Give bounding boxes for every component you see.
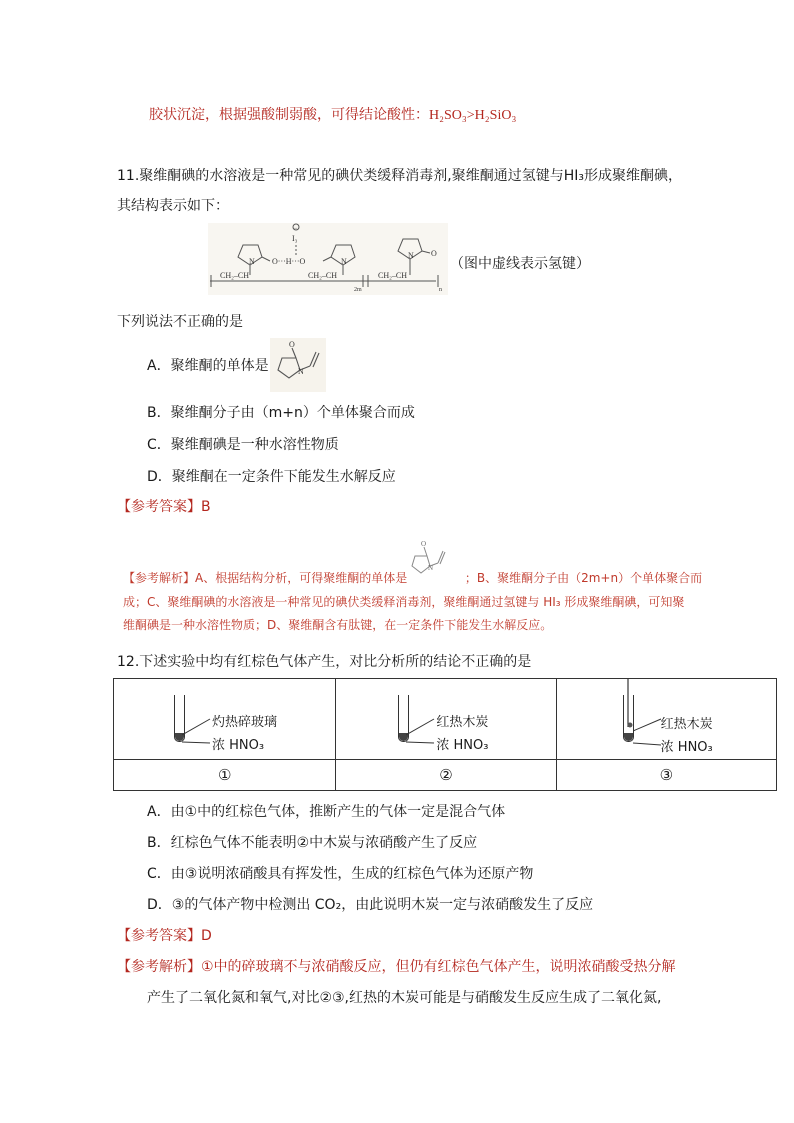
experiment-number-3: ③ <box>556 760 776 791</box>
ring3-n-label: N <box>408 251 414 260</box>
q12-analysis-line2: 产生了二氧化氮和氧气,对比②③,红热的木炭可能是与硝酸发生反应生成了二氧化氮, <box>147 990 662 1006</box>
q11-analysis-line2: 成；C、聚维酮碘的水溶液是一种常见的碘伏类缓释消毒剂，聚维酮通过氢键与 HI₃ 形成聚维酮碘，可知聚 <box>123 595 685 609</box>
monomer-o-label: O <box>289 340 295 349</box>
analysis-monomer-svg <box>405 538 451 584</box>
q11-option-c: C．聚维酮碘是一种水溶性物质 <box>147 437 339 453</box>
q11-analysis-line3: 维酮碘是一种水溶性物质；D、聚维酮含有肽键，在一定条件下能发生水解反应。 <box>123 618 553 632</box>
experiment-number-2: ② <box>336 760 556 791</box>
ring3-o-label: O <box>431 249 437 258</box>
chain-unit-3: CH₂–CH <box>378 271 408 280</box>
q12-option-d: D．③的气体产物中检测出 CO₂，由此说明木炭一定与浓硝酸发生了反应 <box>147 897 594 913</box>
chain-unit-1: CH₂–CH <box>220 271 250 280</box>
q12-analysis-line1 <box>117 957 676 977</box>
chain-unit-2: CH₂–CH <box>308 271 338 280</box>
q12-option-c: C．由③说明浓硝酸具有挥发性，生成的红棕色气体为还原产物 <box>147 866 534 882</box>
experiment-cell-1 <box>114 679 336 760</box>
q11-question: 下列说法不正确的是 <box>117 314 243 330</box>
experiment-2-bottom-label: 浓 HNO₃ <box>436 738 489 753</box>
ring1-n-label: N <box>249 257 255 266</box>
q11-stem-line2: 其结构表示如下： <box>117 198 229 214</box>
q11-answer: 【参考答案】B <box>117 499 211 515</box>
sub-2m-label: 2m <box>354 287 362 293</box>
analysis-monomer-n-label: N <box>428 564 434 572</box>
prev-answer-line <box>149 105 516 126</box>
povidone-iodine-structure-figure <box>208 223 448 295</box>
experiment-3-bottom-label: 浓 HNO₃ <box>660 740 713 755</box>
i3-label: I₃ <box>292 234 298 243</box>
monomer-n-label: N <box>298 367 304 376</box>
experiment-cell-3 <box>556 679 776 760</box>
ring2-n-label: N <box>341 257 347 266</box>
q11-option-a <box>147 356 269 376</box>
h-bond-label: O···H···O <box>272 257 306 266</box>
q11-option-a-label: A．聚维酮的单体是 <box>147 358 269 374</box>
q12-stem: 12.下述实验中均有红棕色气体产生，对比分析所的结论不正确的是 <box>117 654 532 670</box>
q12-answer: 【参考答案】D <box>117 928 212 944</box>
prev-answer-text: 胶状沉淀，根据强酸制弱酸，可得结论酸性： <box>149 107 429 123</box>
experiment-table <box>113 678 777 791</box>
q11-analysis-part2: ；B、聚维酮分子由（2m+n）个单体聚合而 <box>464 571 703 585</box>
charge-label: − <box>294 226 298 232</box>
experiment-cell-2 <box>336 679 556 760</box>
experiment-2-top-label: 红热木炭 <box>436 715 489 730</box>
analysis-monomer-o-label: O <box>421 540 427 548</box>
experiment-1-top-label: 灼热碎玻璃 <box>212 715 278 730</box>
q11-option-d: D．聚维酮在一定条件下能发生水解反应 <box>147 469 396 485</box>
sub-n-label: n <box>439 287 442 293</box>
experiment-number-1: ① <box>114 760 336 791</box>
monomer-structure-svg <box>270 338 326 392</box>
acid-comparison-formula: H₂SO₃>H₂SiO₃ <box>429 108 517 123</box>
q11-option-b: B．聚维酮分子由（m+n）个单体聚合而成 <box>147 405 415 421</box>
analysis-monomer-image <box>405 538 451 584</box>
q12-option-a: A．由①中的红棕色气体，推断产生的气体一定是混合气体 <box>147 804 506 820</box>
experiment-3-top-label: 红热木炭 <box>660 717 713 732</box>
q11-analysis-part1: 【参考解析】A、根据结构分析，可得聚维酮的单体是 <box>123 571 408 585</box>
q12-option-b: B．红棕色气体不能表明②中木炭与浓硝酸产生了反应 <box>147 835 478 851</box>
figure-note: （图中虚线表示氢键） <box>450 256 590 272</box>
monomer-structure-image <box>270 338 326 392</box>
experiment-1-bottom-label: 浓 HNO₃ <box>212 738 265 753</box>
q12-analysis-text: 【参考解析】①中的碎玻璃不与浓硝酸反应，但仍有红棕色气体产生，说明浓硝酸受热分解 <box>117 959 676 975</box>
povidone-iodine-structure-svg <box>208 223 448 295</box>
q11-stem-line1: 11.聚维酮碘的水溶液是一种常见的碘伏类缓释消毒剂,聚维酮通过氢键与HI₃形成聚维酮碘， <box>117 168 682 184</box>
